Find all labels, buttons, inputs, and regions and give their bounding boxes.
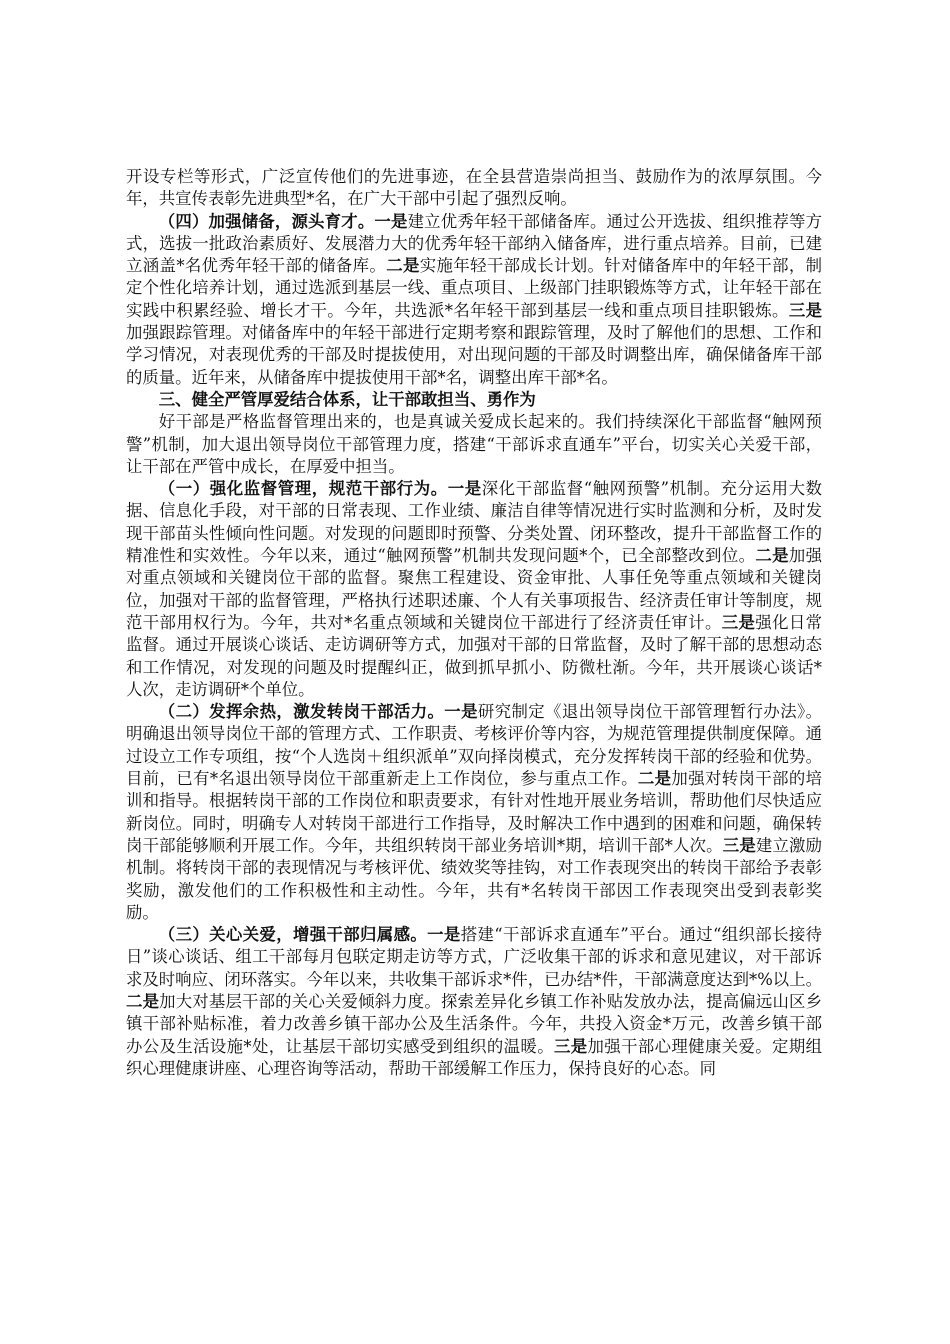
text-run: 实施年轻干部成长计划。针对储备库中的年轻干部，制定个性化培养计划，通过选派到基层一线、重点项目、上级部门挂职锻炼等方式，让年轻干部在实践中积累经验、增长才干。今年，共选派*名年轻干部到基层一线和重点项目挂职锻炼。 [126,256,823,320]
text-run: 建立优秀年轻干部储备库。通过公开选拔、组织推荐等方式，选拔一批政治素质好、发展潜力大的优秀年轻干部纳入储备库，进行重点培养。目前，已建立涵盖*名优秀年轻干部的储备库。 [126,211,823,276]
bold-run: （一）强化监督管理，规范干部行为。一是 [158,479,482,499]
bold-run: （三）关心关爱，增强干部归属感。一是 [158,925,461,945]
bold-run: 二是 [755,546,789,566]
text-run: 加强跟踪管理。对储备库中的年轻干部进行定期考察和跟踪管理，及时了解他们的思想、工作和学习情况，对表现优秀的干部及时提拔使用，对出现问题的干部及时调整出库，确保储备库干部的质量。近年来，从储备库中提拔使用干部*名，调整出库干部*名。 [126,323,822,387]
text-run: 研究制定《退出领导岗位干部管理暂行办法》。明确退出领导岗位干部的管理方式、工作职责、考核评价等内容，为规范管理提供制度保障。通过设立工作专项组，按“个人选岗＋组织派单”双向择岗模式，充分发挥转岗干部的经验和优势。目前，已有*名退出领导岗位干部重新走上工作岗位，参与重点工作。 [126,702,822,789]
bold-run: 二是 [126,991,160,1011]
paragraph-intro [126,411,822,478]
bold-run: 三是 [553,1036,588,1056]
bold-run: 三是 [721,612,756,632]
text-run: 加强对转岗干部的培训和指导。根据转岗干部的工作岗位和职责要求，有针对性地开展业务培训，帮助他们尽快适应新岗位。同时，明确专人对转岗干部进行工作指导，及时解决工作中遇到的困难和问题，确保转岗干部能够顺利开展工作。今年，共组织转岗干部业务培训*期，培训干部*人次。 [126,769,823,855]
text-run: 开设专栏等形式，广泛宣传他们的先进事迹，在全县营造崇尚担当、鼓励作为的浓厚氛围。今年，共宣传表彰先进典型*名，在广大干部中引起了强烈反响。 [126,167,822,209]
paragraph-subsection-2 [126,701,822,924]
bold-run: 三是 [722,835,756,855]
text-run: 加强干部心理健康关爱。定期组织心理健康讲座、心理咨询等活动，帮助干部缓解工作压力，保持良好的心态。同 [126,1036,823,1078]
paragraph-section-4 [126,211,822,389]
paragraph-subsection-1 [126,478,822,701]
bold-run: （二）发挥余热，激发转岗干部活力。一是 [158,702,478,722]
text-run: 加大对基层干部的关心关爱倾斜力度。探索差异化乡镇工作补贴发放办法，提高偏远山区乡镇干部补贴标准，着力改善乡镇干部办公及生活条件。今年，共投入资金*万元，改善乡镇干部办公及生活设施*处，让基层干部切实感受到组织的温暖。 [126,991,823,1056]
section-heading [126,389,822,411]
document-page [126,166,822,1080]
paragraph-subsection-3 [126,924,822,1080]
bold-run: 三是 [788,300,822,320]
bold-run: 二是 [637,769,672,789]
text-run: 加强对重点领域和关键岗位干部的监督。聚焦工程建设、资金审批、人事任免等重点领域和关键岗位，加强对干部的监督管理，严格执行述职述廉、个人有关事项报告、经济责任审计等制度，规范干部用权行为。今年，共对*名重点领域和关键岗位干部进行了经济责任审计。 [126,546,823,632]
text-run: 强化日常监督。通过开展谈心谈话、走访调研等方式，加强对干部的日常监督，及时了解干部的思想动态和工作情况，对发现的问题及时提醒纠正，做到抓早抓小、防微杜渐。今年，共开展谈心谈话*人次，走访调研*个单位。 [126,612,823,699]
text-run: 搭建“干部诉求直通车”平台。通过“组织部长接待日”谈心谈话、组工干部每月包联定期走访等方式，广泛收集干部的诉求和意见建议，对干部诉求及时响应、闭环落实。今年以来，共收集干部诉求*件，已办结*件，干部满意度达到*%以上。 [126,925,823,989]
text-run: 建立激励机制。将转岗干部的表现情况与考核评优、绩效奖等挂钩，对工作表现突出的转岗干部给予表彰奖励，激发他们的工作积极性和主动性。今年，共有*名转岗干部因工作表现突出受到表彰奖励。 [126,835,823,922]
bold-run: 二是 [386,256,420,276]
paragraph-continuation [126,166,822,211]
text-run: 深化干部监督“触网预警”机制。充分运用大数据、信息化手段，对干部的日常表现、工作业绩、廉洁自律等情况进行实时监测和分析，及时发现干部苗头性倾向性问题。对发现的问题即时预警、分类处置、闭环整改，提升干部监督工作的精准性和实效性。今年以来，通过“触网预警”机制共发现问题*个，已全部整改到位。 [126,479,822,566]
heading-text: 三、健全严管厚爱结合体系，让干部敢担当、勇作为 [158,389,536,409]
text-run: 好干部是严格监督管理出来的，也是真诚关爱成长起来的。我们持续深化干部监督“触网预警”机制，加大退出领导岗位干部管理力度，搭建“干部诉求直通车”平台，切实关心关爱干部，让干部在严管中成长，在厚爱中担当。 [126,412,822,476]
bold-run: （四）加强储备，源头育才。一是 [158,211,408,231]
